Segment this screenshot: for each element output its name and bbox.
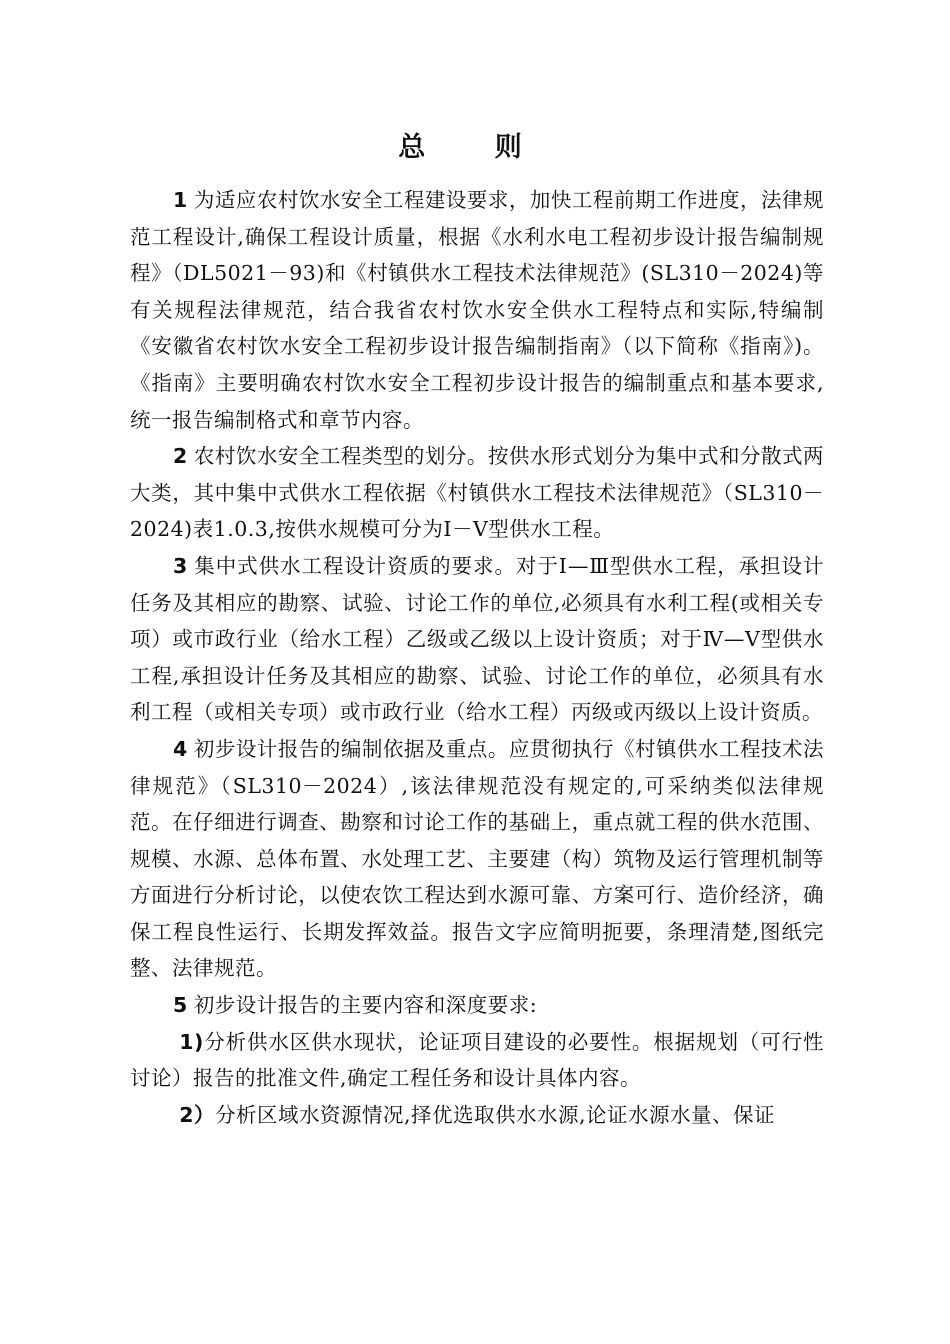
paragraph-number: 1 bbox=[173, 188, 188, 212]
paragraph-3 bbox=[130, 548, 824, 731]
subitem-1 bbox=[130, 1024, 824, 1097]
subitem-text: 分析区域水资源情况,择优选取供水水源,论证水源水量、保证 bbox=[214, 1102, 775, 1127]
paragraph-text: 集中式供水工程设计资质的要求。对于Ⅰ—Ⅲ型供水工程，承担设计任务及其相应的勘察、试验、讨论工作的单位,必须具有水利工程(或相关专项）或市政行业（给水工程）乙级或乙级以上设计资质；对于Ⅳ—Ⅴ型供水工程,承担设计任务及其相应的勘察、试验、讨论工作的单位，必须具有水利工程（或相关专项）或市政行业（给水工程）丙级或丙级以上设计资质。 bbox=[130, 553, 824, 725]
document-body bbox=[130, 182, 824, 1133]
subitem-text: 分析供水区供水现状，论证项目建设的必要性。根据规划（可行性讨论）报告的批准文件,确定工程任务和设计具体内容。 bbox=[130, 1029, 824, 1091]
page-title: 总 则 bbox=[398, 132, 552, 163]
subitem-2 bbox=[130, 1097, 824, 1134]
paragraph-text: 农村饮水安全工程类型的划分。按供水形式划分为集中式和分散式两大类，其中集中式供水工程依据《村镇供水工程技术法律规范》（SL310－2024)表1.0.3,按供水规模可分为Ⅰ－Ⅴ型供水工程。 bbox=[130, 444, 824, 542]
paragraph-1 bbox=[130, 182, 824, 438]
paragraph-number: 5 bbox=[173, 993, 188, 1018]
paragraph-number: 2 bbox=[173, 444, 188, 469]
paragraph-4 bbox=[130, 731, 824, 987]
paragraph-text: 为适应农村饮水安全工程建设要求，加快工程前期工作进度，法律规范工程设计,确保工程设计质量，根据《水利水电工程初步设计报告编制规程》（DL5021－93)和《村镇供水工程技术法律规范》(SL310－2024)等有关规程法律规范，结合我省农村饮水安全供水工程特点和实际,特编制《安徽省农村饮水安全工程初步设计报告编制指南》（以下简称《指南》)。《指南》主要明确农村饮水安全工程初步设计报告的编制重点和基本要求,统一报告编制格式和章节内容。 bbox=[130, 188, 824, 432]
paragraph-text: 初步设计报告的编制依据及重点。应贯彻执行《村镇供水工程技术法律规范》（SL310－2024）,该法律规范没有规定的,可采纳类似法律规范。在仔细进行调查、勘察和讨论工作的基础上，重点就工程的供水范围、规模、水源、总体布置、水处理工艺、主要建（构）筑物及运行管理机制等方面进行分析讨论，以使农饮工程达到水源可靠、方案可行、造价经济，确保工程良性运行、长期发挥效益。报告文字应简明扼要，条理清楚,图纸完整、法律规范。 bbox=[130, 736, 824, 981]
paragraph-5 bbox=[130, 987, 824, 1024]
subitem-number: 2） bbox=[179, 1102, 215, 1127]
paragraph-number: 3 bbox=[173, 553, 188, 578]
subitem-number: 1) bbox=[179, 1029, 204, 1054]
paragraph-number: 4 bbox=[173, 736, 188, 761]
paragraph-2 bbox=[130, 438, 824, 548]
paragraph-text: 初步设计报告的主要内容和深度要求: bbox=[193, 993, 538, 1018]
